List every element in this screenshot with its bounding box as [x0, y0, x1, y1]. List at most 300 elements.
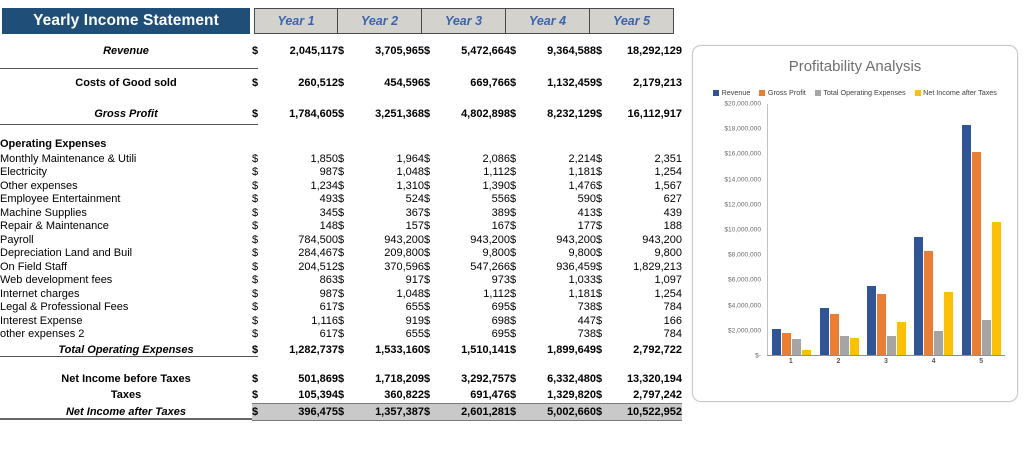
value-opex-4-y1: 345	[319, 206, 338, 219]
currency-nibt-4: $	[510, 372, 517, 385]
x-axis-tick-label: 5	[979, 358, 984, 365]
currency-topex-1: $	[252, 344, 259, 356]
table-row-opex-item	[0, 274, 682, 288]
currency-opex-13-0: $	[252, 328, 259, 341]
currency-nibt-5: $	[596, 372, 603, 385]
value-opex-0-y5: 2,351	[654, 152, 682, 165]
value-gross-profit-y4: 8,232,129	[547, 108, 596, 120]
value-opex-2-y4: 1,476	[568, 179, 596, 192]
value-opex-7-y5: 9,800	[654, 247, 682, 260]
bar-group	[962, 104, 1001, 355]
currency-opex-7-3: $	[510, 247, 517, 260]
chart-bar[interactable]	[934, 331, 943, 355]
table-row-opex-item	[0, 179, 682, 193]
value-opex-12-y3: 698	[491, 314, 510, 327]
legend-label: Net Income after Taxes	[923, 88, 997, 97]
value-total-opex-y2: 1,533,160	[375, 344, 424, 356]
value-opex-4-y5: 439	[663, 206, 682, 219]
currency-opex-4-1: $	[338, 206, 345, 219]
bar-group	[867, 104, 906, 355]
legend-swatch-icon	[759, 90, 765, 96]
row-label-opex-item: Interest Expense	[0, 314, 83, 327]
operating-expense-rows	[0, 152, 682, 341]
currency-opex-7-2: $	[424, 247, 431, 260]
value-opex-10-y4: 1,181	[568, 287, 596, 300]
currency-taxes-4: $	[510, 388, 517, 401]
row-label-taxes: Taxes	[110, 389, 142, 401]
legend-item	[815, 88, 906, 97]
x-axis-tick-label: 2	[836, 358, 841, 365]
value-gross-profit-y3: 4,802,898	[461, 108, 510, 120]
currency-opex-11-4: $	[596, 301, 603, 314]
chart-bar[interactable]	[877, 294, 886, 355]
chart-plot	[703, 100, 1009, 389]
value-opex-5-y5: 188	[663, 220, 682, 233]
value-opex-0-y2: 1,964	[396, 152, 424, 165]
currency-taxes-1: $	[252, 388, 259, 401]
row-label-total-opex: Total Operating Expenses	[58, 344, 194, 356]
currency-opex-3-2: $	[424, 193, 431, 206]
legend-item	[915, 88, 997, 97]
table-row-opex-item	[0, 233, 682, 247]
y-axis-tick-label: $-	[755, 352, 761, 360]
legend-swatch-icon	[815, 90, 821, 96]
value-opex-5-y4: 177	[577, 220, 596, 233]
row-label-opex-item: Web development fees	[0, 274, 113, 287]
table-row-opex-item	[0, 220, 682, 234]
table-row-opex-item	[0, 206, 682, 220]
value-opex-3-y4: 590	[577, 193, 596, 206]
chart-bar[interactable]	[840, 336, 849, 355]
value-opex-13-y3: 695	[491, 328, 510, 341]
row-label-opex-item: Internet charges	[0, 287, 80, 300]
currency-opex-7-4: $	[596, 247, 603, 260]
value-gross-profit-y5: 16,112,917	[627, 108, 682, 120]
value-opex-13-y4: 738	[577, 328, 596, 341]
table-row-net-income-after-taxes	[0, 403, 682, 420]
value-opex-9-y2: 917	[405, 274, 424, 287]
chart-bar[interactable]	[982, 320, 991, 355]
table-row-opex-item	[0, 193, 682, 207]
table-row-gross-profit	[0, 104, 682, 124]
currency-opex-8-3: $	[510, 260, 517, 273]
value-opex-4-y2: 367	[405, 206, 424, 219]
value-opex-8-y1: 204,512	[298, 260, 338, 273]
currency-opex-7-0: $	[252, 247, 259, 260]
value-niat-y3: 2,601,281	[435, 403, 510, 420]
row-label-opex-item: Monthly Maintenance & Utili	[0, 152, 137, 165]
y-axis-tick-label: $12,000,000	[724, 201, 761, 209]
currency-opex-12-0: $	[252, 314, 259, 327]
value-cogs-y1: 260,512	[298, 77, 338, 89]
chart-bar[interactable]	[992, 222, 1001, 355]
currency-revenue-2: $	[338, 45, 345, 57]
y-axis-tick-label: $8,000,000	[727, 251, 761, 259]
value-gross-profit-y2: 3,251,368	[375, 108, 424, 120]
currency-opex-5-0: $	[252, 220, 259, 233]
currency-niat-3: $	[424, 403, 435, 420]
currency-revenue-1: $	[252, 45, 259, 57]
chart-bar[interactable]	[867, 286, 876, 355]
value-opex-12-y4: 447	[577, 314, 596, 327]
currency-cogs-4: $	[510, 77, 517, 89]
value-opex-3-y1: 493	[319, 193, 338, 206]
value-niat-y1: 396,475	[263, 403, 338, 420]
value-opex-0-y4: 2,214	[568, 152, 596, 165]
currency-gp-1: $	[252, 108, 259, 120]
currency-opex-11-3: $	[510, 301, 517, 314]
value-total-opex-y3: 1,510,141	[461, 344, 510, 356]
value-opex-6-y5: 943,200	[642, 233, 682, 246]
x-axis-tick-label: 1	[788, 358, 793, 365]
legend-swatch-icon	[713, 90, 719, 96]
y-axis-tick-label: $6,000,000	[727, 276, 761, 284]
value-nibt-y2: 1,718,209	[375, 372, 424, 385]
currency-opex-8-0: $	[252, 260, 259, 273]
year-header-3[interactable]: Year 3	[422, 8, 506, 34]
y-axis-tick-label: $2,000,000	[727, 327, 761, 335]
currency-opex-0-0: $	[252, 152, 259, 165]
chart-bar[interactable]	[792, 339, 801, 355]
currency-opex-3-1: $	[338, 193, 345, 206]
chart-bar[interactable]	[887, 336, 896, 355]
value-total-opex-y1: 1,282,737	[289, 344, 338, 356]
currency-opex-2-0: $	[252, 179, 259, 192]
currency-revenue-3: $	[424, 45, 431, 57]
currency-opex-10-1: $	[338, 287, 345, 300]
spacer-row-4	[0, 359, 682, 370]
value-opex-12-y5: 166	[663, 314, 682, 327]
currency-gp-5: $	[596, 108, 603, 120]
value-revenue-y4: 9,364,588	[547, 45, 596, 57]
value-nibt-y3: 3,292,757	[461, 372, 510, 385]
spacer-row-1	[0, 62, 682, 73]
currency-opex-7-1: $	[338, 247, 345, 260]
currency-opex-11-2: $	[424, 301, 431, 314]
table-row-opex-heading	[0, 135, 682, 152]
year-column-headers	[254, 8, 674, 34]
y-axis-tick-label: $20,000,000	[724, 100, 761, 108]
currency-niat-5: $	[596, 403, 607, 420]
currency-opex-1-2: $	[424, 166, 431, 179]
currency-opex-9-0: $	[252, 274, 259, 287]
currency-gp-2: $	[338, 108, 345, 120]
row-label-niat: Net Income after Taxes	[65, 405, 187, 418]
value-opex-7-y2: 209,800	[384, 247, 424, 260]
value-opex-2-y3: 1,390	[482, 179, 510, 192]
y-axis-tick-label: $4,000,000	[727, 302, 761, 310]
value-opex-12-y1: 1,116	[311, 314, 338, 327]
value-niat-y2: 1,357,387	[349, 403, 424, 420]
chart-bar[interactable]	[924, 251, 933, 355]
currency-opex-6-0: $	[252, 233, 259, 246]
value-opex-9-y3: 973	[491, 274, 510, 287]
table-row-opex-item	[0, 247, 682, 261]
value-opex-4-y3: 389	[491, 206, 510, 219]
chart-bar[interactable]	[972, 152, 981, 355]
value-opex-9-y5: 1,097	[654, 274, 682, 287]
value-opex-11-y4: 738	[577, 301, 596, 314]
table-row-revenue	[0, 40, 682, 62]
legend-item	[713, 88, 750, 97]
chart-bar[interactable]	[782, 333, 791, 355]
value-opex-0-y3: 2,086	[482, 152, 510, 165]
value-niat-y5: 10,522,952	[607, 403, 682, 420]
row-label-opex-item: Machine Supplies	[0, 206, 87, 219]
value-nibt-y5: 13,320,194	[626, 372, 682, 385]
table-row-net-income-before-taxes	[0, 370, 682, 387]
value-opex-0-y1: 1,850	[310, 152, 338, 165]
value-opex-5-y2: 157	[405, 220, 424, 233]
currency-opex-6-1: $	[338, 233, 345, 246]
value-taxes-y5: 2,797,242	[633, 388, 682, 401]
currency-opex-2-3: $	[510, 179, 517, 192]
row-label-opex-item: Repair & Maintenance	[0, 220, 109, 233]
chart-bar[interactable]	[820, 308, 829, 355]
chart-x-axis	[767, 358, 1005, 365]
currency-opex-12-4: $	[596, 314, 603, 327]
table-row-cogs	[0, 73, 682, 93]
currency-nibt-3: $	[424, 372, 431, 385]
row-label-opex-item: On Field Staff	[0, 260, 68, 273]
currency-opex-9-4: $	[596, 274, 603, 287]
legend-item	[759, 88, 805, 97]
value-opex-5-y1: 148	[319, 220, 338, 233]
value-taxes-y4: 1,329,820	[547, 388, 596, 401]
currency-opex-9-3: $	[510, 274, 517, 287]
currency-opex-8-1: $	[338, 260, 345, 273]
value-cogs-y2: 454,596	[384, 77, 424, 89]
value-opex-2-y5: 1,567	[654, 179, 682, 192]
legend-label: Gross Profit	[767, 88, 806, 97]
currency-topex-3: $	[424, 344, 431, 356]
value-opex-13-y1: 617	[319, 328, 338, 341]
value-opex-3-y3: 556	[491, 193, 510, 206]
value-total-opex-y5: 2,792,722	[633, 344, 682, 356]
value-opex-10-y5: 1,254	[654, 287, 682, 300]
value-revenue-y1: 2,045,117	[289, 45, 338, 57]
currency-opex-2-1: $	[338, 179, 345, 192]
value-opex-12-y2: 919	[405, 314, 424, 327]
value-cogs-y4: 1,132,459	[547, 77, 596, 89]
table-row-opex-item	[0, 301, 682, 315]
currency-opex-11-0: $	[252, 301, 259, 314]
value-revenue-y5: 18,292,129	[626, 45, 682, 57]
year-header-5[interactable]: Year 5	[590, 8, 674, 34]
value-gross-profit-y1: 1,784,605	[289, 108, 338, 120]
row-label-opex-item: other expenses 2	[0, 328, 85, 341]
currency-opex-1-3: $	[510, 166, 517, 179]
value-opex-3-y5: 627	[663, 193, 682, 206]
currency-opex-0-1: $	[338, 152, 345, 165]
table-row-opex-item	[0, 260, 682, 274]
chart-bar[interactable]	[914, 237, 923, 355]
value-opex-11-y3: 695	[491, 301, 510, 314]
currency-opex-4-3: $	[510, 206, 517, 219]
currency-nibt-1: $	[252, 372, 259, 385]
chart-bar[interactable]	[830, 314, 839, 355]
x-axis-tick-label: 3	[884, 358, 888, 365]
currency-opex-6-3: $	[510, 233, 517, 246]
spacer-row-2	[0, 93, 682, 104]
row-label-gross-profit: Gross Profit	[94, 108, 158, 120]
currency-opex-2-2: $	[424, 179, 431, 192]
value-cogs-y5: 2,179,213	[633, 77, 682, 89]
currency-taxes-3: $	[424, 388, 431, 401]
value-opex-1-y3: 1,112	[483, 166, 510, 179]
currency-opex-4-4: $	[596, 206, 603, 219]
currency-opex-11-1: $	[338, 301, 345, 314]
year-header-1[interactable]: Year 1	[254, 8, 338, 34]
table-row-opex-item	[0, 328, 682, 342]
table-row-taxes	[0, 387, 682, 403]
chart-bar[interactable]	[772, 329, 781, 355]
currency-opex-3-4: $	[596, 193, 603, 206]
currency-opex-1-0: $	[252, 166, 259, 179]
chart-plot-area	[767, 104, 1005, 356]
row-label-opex-item: Depreciation Land and Buil	[0, 247, 133, 260]
chart-bar[interactable]	[802, 350, 811, 355]
profitability-chart-panel[interactable]	[692, 45, 1018, 402]
chart-bar[interactable]	[962, 125, 971, 355]
currency-opex-9-1: $	[338, 274, 345, 287]
currency-opex-1-1: $	[338, 166, 345, 179]
currency-opex-12-3: $	[510, 314, 517, 327]
table-row-opex-item	[0, 152, 682, 166]
value-opex-3-y2: 524	[405, 193, 424, 206]
currency-niat-1: $	[252, 403, 263, 420]
value-opex-11-y1: 617	[319, 301, 338, 314]
value-taxes-y1: 105,394	[298, 388, 338, 401]
value-opex-1-y2: 1,048	[396, 166, 424, 179]
value-opex-7-y1: 284,467	[298, 247, 338, 260]
chart-y-axis	[703, 100, 765, 360]
table-row-opex-item	[0, 287, 682, 301]
value-opex-7-y4: 9,800	[568, 247, 596, 260]
value-opex-11-y5: 784	[663, 301, 682, 314]
value-opex-1-y5: 1,254	[654, 166, 682, 179]
spacer-row-3	[0, 124, 682, 135]
chart-legend	[693, 88, 1017, 97]
currency-opex-6-2: $	[424, 233, 431, 246]
value-opex-9-y1: 863	[319, 274, 338, 287]
value-niat-y4: 5,002,660	[521, 403, 596, 420]
chart-bar[interactable]	[850, 338, 859, 355]
value-opex-10-y3: 1,112	[483, 287, 510, 300]
currency-opex-13-1: $	[338, 328, 345, 341]
currency-opex-8-2: $	[424, 260, 431, 273]
bar-group	[914, 104, 953, 355]
chart-bar[interactable]	[897, 322, 906, 355]
value-opex-6-y2: 943,200	[384, 233, 424, 246]
currency-opex-13-3: $	[510, 328, 517, 341]
currency-opex-13-2: $	[424, 328, 431, 341]
value-opex-6-y3: 943,200	[470, 233, 510, 246]
currency-gp-4: $	[510, 108, 517, 120]
currency-opex-10-2: $	[424, 287, 431, 300]
value-opex-10-y1: 987	[319, 287, 338, 300]
value-opex-7-y3: 9,800	[482, 247, 510, 260]
currency-cogs-1: $	[252, 77, 259, 89]
statement-header-row	[0, 8, 682, 34]
row-label-opex-item: Employee Entertainment	[0, 193, 121, 206]
row-label-revenue: Revenue	[103, 45, 149, 57]
value-opex-6-y1: 784,500	[298, 233, 338, 246]
currency-opex-5-2: $	[424, 220, 431, 233]
currency-opex-10-0: $	[252, 287, 259, 300]
table-row-opex-item	[0, 314, 682, 328]
currency-opex-0-4: $	[596, 152, 603, 165]
currency-topex-5: $	[596, 344, 603, 356]
currency-opex-3-0: $	[252, 193, 259, 206]
value-opex-9-y4: 1,033	[568, 274, 596, 287]
y-axis-tick-label: $18,000,000	[724, 125, 761, 133]
currency-niat-4: $	[510, 403, 521, 420]
row-label-opex-item: Payroll	[0, 233, 34, 246]
row-label-nibt: Net Income before Taxes	[61, 372, 191, 385]
currency-cogs-2: $	[338, 77, 345, 89]
currency-opex-1-4: $	[596, 166, 603, 179]
currency-cogs-3: $	[424, 77, 431, 89]
legend-swatch-icon	[915, 90, 921, 96]
value-opex-2-y2: 1,310	[396, 179, 424, 192]
currency-nibt-2: $	[338, 372, 345, 385]
value-opex-1-y4: 1,181	[568, 166, 596, 179]
value-opex-8-y3: 547,266	[470, 260, 510, 273]
row-label-opex-item: Electricity	[0, 166, 48, 179]
chart-bar[interactable]	[944, 292, 953, 355]
currency-opex-9-2: $	[424, 274, 431, 287]
value-opex-10-y2: 1,048	[396, 287, 424, 300]
table-row-total-opex	[0, 341, 682, 359]
value-opex-8-y5: 1,829,213	[633, 260, 682, 273]
currency-opex-10-4: $	[596, 287, 603, 300]
page-title: Yearly Income Statement	[2, 8, 250, 34]
currency-topex-4: $	[510, 344, 517, 356]
row-label-opex-item: Other expenses	[0, 179, 78, 192]
row-label-opex-item: Legal & Professional Fees	[0, 301, 129, 314]
year-header-4[interactable]: Year 4	[506, 8, 590, 34]
currency-opex-12-2: $	[424, 314, 431, 327]
currency-revenue-5: $	[596, 45, 603, 57]
value-opex-13-y2: 655	[405, 328, 424, 341]
currency-taxes-5: $	[596, 388, 603, 401]
value-opex-1-y1: 987	[319, 166, 338, 179]
statement-rows	[0, 40, 682, 421]
currency-taxes-2: $	[338, 388, 345, 401]
table-row-opex-item	[0, 166, 682, 180]
y-axis-tick-label: $14,000,000	[724, 176, 761, 184]
currency-opex-4-2: $	[424, 206, 431, 219]
currency-opex-10-3: $	[510, 287, 517, 300]
value-opex-4-y4: 413	[577, 206, 596, 219]
currency-opex-0-3: $	[510, 152, 517, 165]
currency-opex-12-1: $	[338, 314, 345, 327]
legend-label: Revenue	[721, 88, 751, 97]
currency-opex-5-1: $	[338, 220, 345, 233]
value-cogs-y3: 669,766	[470, 77, 510, 89]
currency-opex-2-4: $	[596, 179, 603, 192]
currency-opex-4-0: $	[252, 206, 259, 219]
value-nibt-y1: 501,869	[298, 372, 338, 385]
year-header-2[interactable]: Year 2	[338, 8, 422, 34]
y-axis-tick-label: $10,000,000	[724, 226, 761, 234]
value-opex-8-y4: 936,459	[556, 260, 596, 273]
currency-opex-5-4: $	[596, 220, 603, 233]
value-taxes-y3: 691,476	[470, 388, 510, 401]
value-opex-8-y2: 370,596	[384, 260, 424, 273]
value-opex-6-y4: 943,200	[556, 233, 596, 246]
